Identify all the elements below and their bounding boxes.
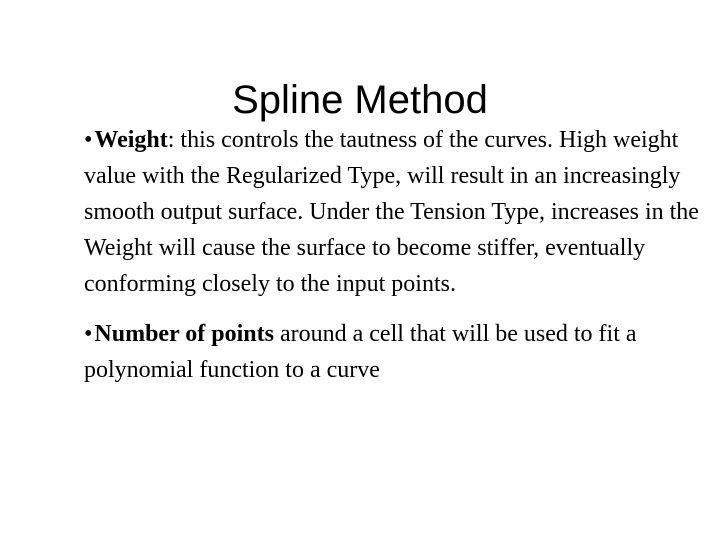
bullet-number-of-points — [84, 316, 704, 388]
slide-body — [84, 122, 704, 388]
bullet-term-weight: Weight — [94, 127, 168, 153]
bullet-text-weight: : this controls the tautness of the curves. High weight value with the Regularized Type, will result in an increasingly smooth output surface. Under the Tension Type, increases in the Weight will cause the surface to become stiffer, eventually conforming closely to the input points. — [84, 127, 699, 297]
slide-title: Spline Method — [232, 78, 488, 122]
bullet-text-number-of-points: around a cell that will be used to fit a polynomial function to a curve — [84, 321, 637, 383]
bullet-weight — [84, 122, 704, 302]
bullet-marker: • — [84, 127, 93, 153]
bullet-term-number-of-points: Number of points — [94, 321, 274, 347]
bullet-marker: • — [84, 321, 93, 347]
